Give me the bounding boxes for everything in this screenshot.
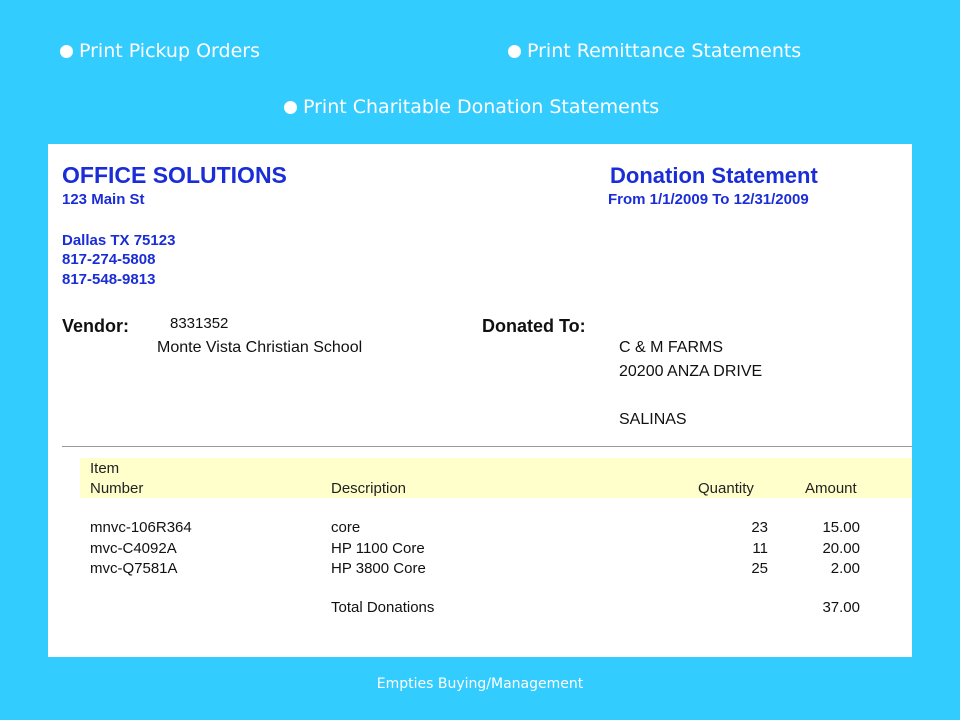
donee-city: SALINAS xyxy=(619,411,687,428)
bullet-print-remittance-statements xyxy=(508,40,801,62)
donation-statement-document xyxy=(48,144,912,657)
donated-to-label: Donated To: xyxy=(482,316,586,336)
bullet-label: Print Pickup Orders xyxy=(79,40,260,62)
row-2-quantity: 11 xyxy=(752,540,768,557)
vendor-name: Monte Vista Christian School xyxy=(157,339,363,356)
bullet-label: Print Charitable Donation Statements xyxy=(303,96,660,118)
total-donations-label: Total Donations xyxy=(331,599,435,616)
footer-caption: Empties Buying/Management xyxy=(376,676,584,692)
row-1-description: core xyxy=(331,519,361,536)
total-donations-amount: 37.00 xyxy=(822,599,860,616)
row-2-amount: 20.00 xyxy=(822,540,860,557)
row-1-amount: 15.00 xyxy=(822,519,860,536)
col-header-description: Description xyxy=(331,480,407,497)
company-name: OFFICE SOLUTIONS xyxy=(62,162,287,188)
statement-date-range: From 1/1/2009 To 12/31/2009 xyxy=(608,191,809,208)
statement-title: Donation Statement xyxy=(610,163,818,188)
row-2-item: mvc-C4092A xyxy=(90,540,177,557)
company-phone-2: 817-548-9813 xyxy=(62,271,156,288)
table-header-band xyxy=(80,458,912,498)
company-city: Dallas TX 75123 xyxy=(62,232,176,249)
row-3-quantity: 25 xyxy=(751,560,768,577)
row-1-quantity: 23 xyxy=(751,519,768,536)
section-divider xyxy=(62,446,912,447)
row-3-amount: 2.00 xyxy=(830,560,860,577)
col-header-quantity: Quantity xyxy=(698,480,754,497)
col-header-amount: Amount xyxy=(805,480,857,497)
col-header-number: Number xyxy=(90,480,144,497)
bullet-label: Print Remittance Statements xyxy=(527,40,802,62)
row-2-description: HP 1100 Core xyxy=(331,540,425,557)
row-3-description: HP 3800 Core xyxy=(331,560,426,577)
bullet-print-pickup-orders xyxy=(60,40,260,62)
bullet-dot-icon xyxy=(284,101,297,114)
vendor-id: 8331352 xyxy=(170,315,229,332)
vendor-label: Vendor: xyxy=(62,316,130,336)
bullet-dot-icon xyxy=(60,45,73,58)
company-phone-1: 817-274-5808 xyxy=(62,251,156,268)
row-3-item: mvc-Q7581A xyxy=(90,560,178,577)
donee-name: C & M FARMS xyxy=(619,339,724,356)
col-header-item: Item xyxy=(90,460,120,477)
row-1-item: mnvc-106R364 xyxy=(90,519,192,536)
bullet-print-donation-statements xyxy=(284,96,659,118)
company-address: 123 Main St xyxy=(62,191,145,208)
donee-street: 20200 ANZA DRIVE xyxy=(619,363,763,380)
bullet-dot-icon xyxy=(508,45,521,58)
